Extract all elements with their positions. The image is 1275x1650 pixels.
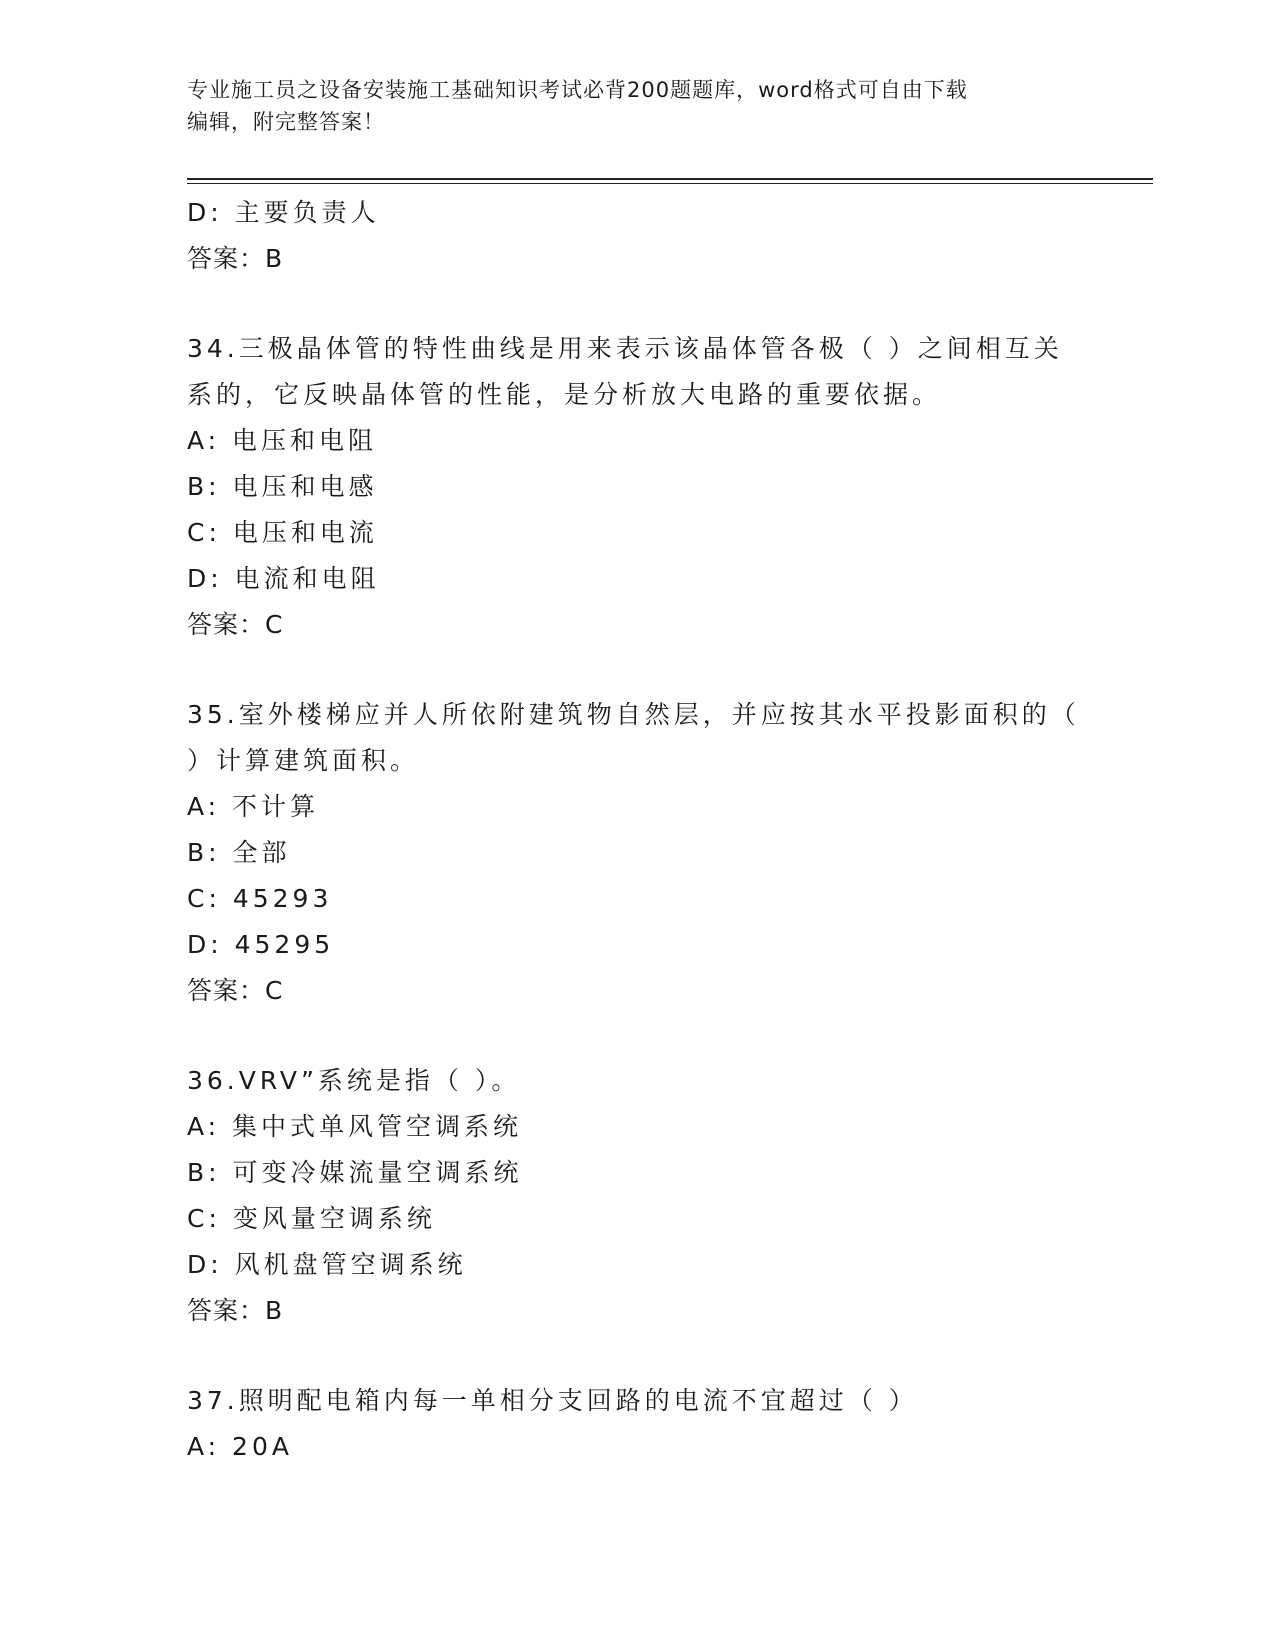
header-line-1: 专业施工员之设备安装施工基础知识考试必背200题题库，word格式可自由下载: [187, 78, 968, 102]
q34-stem-line-2: 系的，它反映晶体管的性能，是分析放大电路的重要依据。: [187, 380, 942, 409]
q36-option-a: A: 集中式单风管空调系统: [187, 1112, 523, 1141]
header-rule-thin: [187, 183, 1153, 184]
prev-option-d: D: 主要负责人: [187, 198, 380, 227]
q37-option-a: A: 20A: [187, 1432, 293, 1461]
prev-answer: 答案：B: [187, 244, 284, 273]
q37-stem-line-1: 37.照明配电箱内每一单相分支回路的电流不宜超过（ ）: [187, 1386, 918, 1415]
header-rule: [187, 178, 1153, 180]
q35-option-d: D: 45295: [187, 930, 335, 959]
q34-option-a: A: 电压和电阻: [187, 426, 378, 455]
q36-answer: 答案：B: [187, 1296, 284, 1325]
q34-option-b: B: 电压和电感: [187, 472, 378, 501]
q35-option-a: A: 不计算: [187, 792, 320, 821]
q34-option-c: C: 电压和电流: [187, 518, 378, 547]
question-list: [187, 190, 1087, 1470]
q36-option-b: B: 可变冷媒流量空调系统: [187, 1158, 523, 1187]
q35-option-c: C: 45293: [187, 884, 333, 913]
q35-option-b: B: 全部: [187, 838, 291, 867]
q35-stem-line-2: ）计算建筑面积。: [187, 746, 420, 775]
q34-stem-line-1: 34.三极晶体管的特性曲线是用来表示该晶体管各极（ ）之间相互关: [187, 334, 1063, 363]
q34-answer: 答案：C: [187, 610, 284, 639]
q36-option-d: D: 风机盘管空调系统: [187, 1250, 467, 1279]
page-header: [187, 74, 1087, 138]
q35-answer: 答案：C: [187, 976, 284, 1005]
q36-stem-line-1: 36.VRV”系统是指（ ）。: [187, 1066, 521, 1095]
q36-option-c: C: 变风量空调系统: [187, 1204, 436, 1233]
q35-stem-line-1: 35.室外楼梯应并人所依附建筑物自然层，并应按其水平投影面积的（: [187, 700, 1080, 729]
q34-option-d: D: 电流和电阻: [187, 564, 380, 593]
header-line-2: 编辑，附完整答案！: [187, 110, 385, 134]
